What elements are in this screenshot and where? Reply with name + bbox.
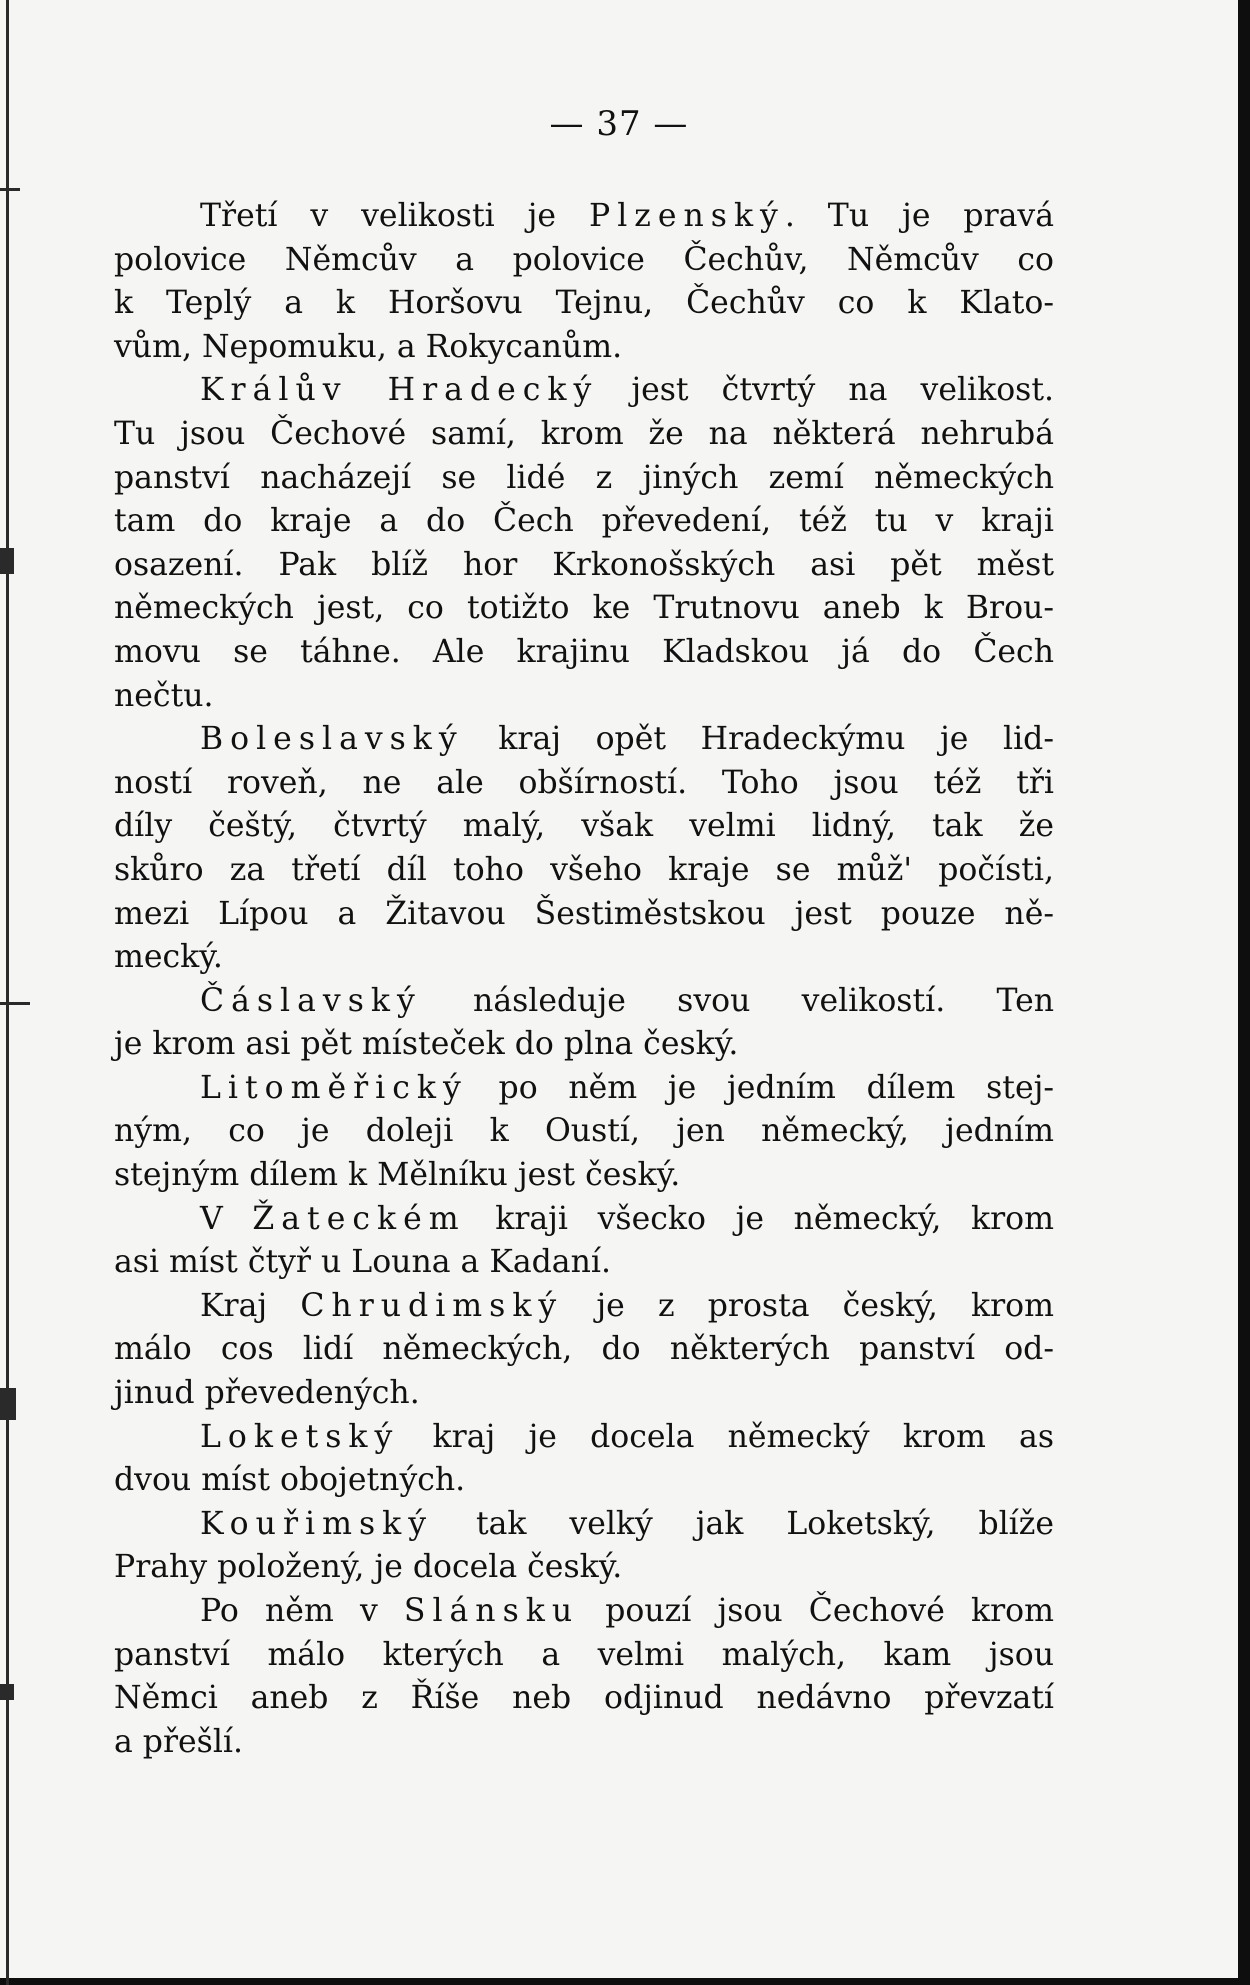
text-run: Prahy položený, je docela český. <box>114 1549 623 1586</box>
spaced-region-name: Chrudimský <box>300 1287 564 1324</box>
text-line <box>114 1721 1054 1765</box>
text-line <box>114 369 1054 413</box>
text-run: jest čtvrtý na velikost. <box>598 372 1054 409</box>
scan-edge-right <box>1238 0 1250 1985</box>
text-line <box>114 1328 1054 1372</box>
text-line <box>114 1154 1054 1198</box>
binding-mark <box>0 1388 16 1420</box>
text-run: polovice Němcův a polovice Čechův, Němcův co <box>114 241 1054 278</box>
text-run: následuje svou velikostí. Ten <box>421 982 1054 1019</box>
text-line <box>114 980 1054 1024</box>
text-run: po něm je jedním dílem stej- <box>467 1069 1054 1106</box>
spaced-region-name: Králův Hradecký <box>200 372 599 409</box>
text-line <box>114 936 1054 980</box>
spaced-region-name: Boleslavský <box>200 721 464 758</box>
text-run: dvou míst obojetných. <box>114 1462 466 1499</box>
text-run: . Tu je pravá <box>784 198 1054 234</box>
spaced-region-name: Kouřimský <box>200 1505 433 1542</box>
text-run: k Teplý a k Horšovu Tejnu, Čechův co k Klato- <box>114 285 1054 322</box>
binding-mark <box>0 1684 14 1700</box>
text-line <box>114 1372 1054 1416</box>
text-line <box>114 1677 1054 1721</box>
text-line <box>114 1241 1054 1285</box>
body-text <box>114 195 1054 1764</box>
text-line <box>114 195 1054 239</box>
text-line <box>114 893 1054 937</box>
text-run: málo cos lidí německých, do některých panství od- <box>114 1331 1054 1368</box>
text-run: mezi Lípou a Žitavou Šestiměstskou jest pouze ně- <box>114 895 1054 932</box>
text-line <box>114 675 1054 719</box>
text-run: kraj opět Hradeckýmu je lid- <box>463 721 1054 758</box>
binding-mark <box>0 188 20 191</box>
text-line <box>114 1503 1054 1547</box>
spaced-region-name: Slánsku <box>403 1593 580 1629</box>
text-run: Třetí v velikosti je <box>200 198 589 234</box>
text-run: skůro za třetí díl toho všeho kraje se můž' počísti, <box>114 851 1054 888</box>
text-line <box>114 762 1054 806</box>
text-line <box>114 413 1054 457</box>
text-line <box>114 631 1054 675</box>
spaced-region-name: Žateckém <box>252 1200 466 1237</box>
text-line <box>114 1067 1054 1111</box>
spaced-region-name: Litoměřický <box>200 1069 468 1106</box>
text-line <box>114 282 1054 326</box>
page-number: — 37 — <box>549 104 689 144</box>
text-run: ností roveň, ne ale obšírností. Toho jsou též tři <box>114 764 1054 801</box>
text-line <box>114 587 1054 631</box>
text-run: ným, co je doleji k Oustí, jen německý, jedním <box>114 1113 1054 1150</box>
text-run: Tu jsou Čechové samí, krom že na některá nehrubá <box>114 415 1054 452</box>
spaced-region-name: Čáslavský <box>200 982 422 1019</box>
text-run: tam do kraje a do Čech převedení, též tu v kraji <box>114 503 1054 540</box>
text-run: panství málo kterých a velmi malých, kam jsou <box>114 1636 1054 1673</box>
text-line <box>114 1023 1054 1067</box>
text-run: V <box>200 1200 253 1237</box>
text-line <box>114 1110 1054 1154</box>
text-run: a přešlí. <box>114 1723 243 1760</box>
text-line <box>114 1285 1054 1329</box>
text-run: Kraj <box>200 1287 301 1324</box>
text-line <box>114 1590 1054 1634</box>
scan-edge-bottom <box>0 1978 1250 1985</box>
text-line <box>114 718 1054 762</box>
text-run: tak velký jak Loketský, blíže <box>433 1505 1054 1542</box>
text-run: kraji všecko je německý, krom <box>465 1200 1055 1237</box>
text-run: německých jest, co totižto ke Trutnovu aneb k Brou- <box>114 590 1054 627</box>
text-line <box>114 805 1054 849</box>
text-line <box>114 239 1054 283</box>
text-run: mecký. <box>114 939 223 976</box>
text-run: Po něm v <box>200 1593 404 1629</box>
text-run: stejným dílem k Mělníku jest český. <box>114 1157 681 1194</box>
text-line <box>114 544 1054 588</box>
text-line <box>114 326 1054 370</box>
text-run: jinud převedených. <box>114 1375 420 1412</box>
text-line <box>114 500 1054 544</box>
text-line <box>114 1198 1054 1242</box>
text-run: asi míst čtyř u Louna a Kadaní. <box>114 1244 611 1281</box>
text-run: panství nacházejí se lidé z jiných zemí německých <box>114 459 1054 496</box>
text-line <box>114 457 1054 501</box>
spaced-region-name: Loketský <box>200 1418 400 1455</box>
text-line <box>114 1459 1054 1503</box>
binding-mark <box>0 548 14 574</box>
binding-mark <box>0 1002 30 1005</box>
text-run: osazení. Pak blíž hor Krkonošských asi pět měst <box>114 546 1054 583</box>
text-run: Němci aneb z Říše neb odjinud nedávno převzatí <box>114 1680 1054 1717</box>
text-run: je z prosta český, krom <box>563 1287 1054 1324</box>
text-line <box>114 1546 1054 1590</box>
text-run: movu se táhne. Ale krajinu Kladskou já do Čech <box>114 633 1054 670</box>
text-line <box>114 849 1054 893</box>
text-line <box>114 1416 1054 1460</box>
text-run: vům, Nepomuku, a Rokycanům. <box>114 328 623 365</box>
spaced-region-name: Plzenský <box>589 198 785 234</box>
text-run: nečtu. <box>114 677 214 714</box>
text-run: pouzí jsou Čechové krom <box>579 1593 1054 1629</box>
text-run: je krom asi pět místeček do plna český. <box>114 1026 739 1063</box>
text-run: kraj je docela německý krom as <box>399 1418 1054 1455</box>
text-run: díly češtý, čtvrtý malý, však velmi lidný, tak že <box>114 808 1054 845</box>
text-line <box>114 1634 1054 1678</box>
